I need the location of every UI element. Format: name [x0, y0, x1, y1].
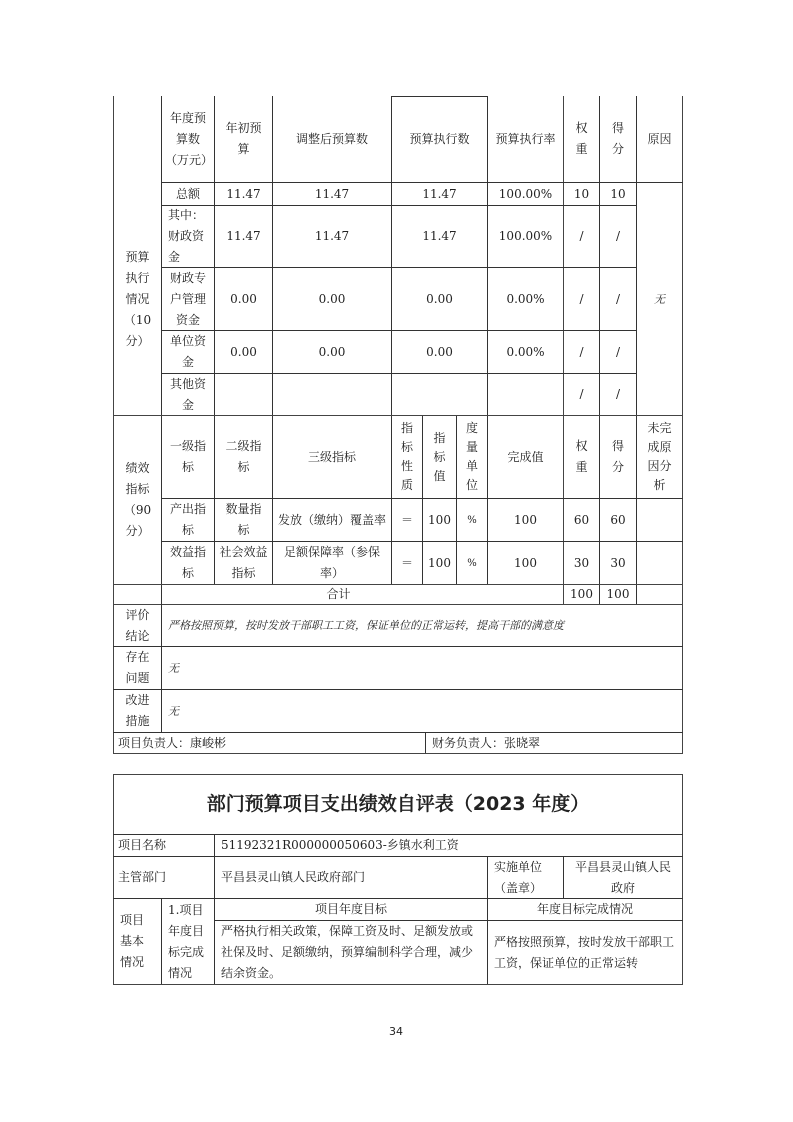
issues-value: 无 [168, 661, 179, 675]
value: / [615, 229, 621, 243]
performance-section-label [114, 416, 161, 584]
value: 11.47 [226, 229, 261, 243]
value: 10 [573, 186, 590, 201]
value-text: 平昌县灵山镇人民政府部门 [221, 870, 366, 884]
budget-row-weight [564, 331, 599, 373]
perf-header-score [600, 416, 636, 498]
budget-header-executed [392, 96, 487, 182]
label-text: 实施单位（盖章） [494, 859, 543, 895]
budget-row-adjusted [273, 331, 391, 373]
header-text: 未完成原因分析 [647, 421, 672, 492]
header-text: 预算执行率 [495, 131, 556, 146]
label-text: 评价结论 [125, 607, 150, 643]
budget-row-weight [564, 374, 599, 415]
row-label: 总额 [175, 186, 200, 201]
form-title [114, 775, 682, 834]
budget-row-adjusted [273, 206, 391, 267]
budget-row-executed [392, 331, 487, 373]
project-lead-text: 项目负责人：康峻彬 [118, 735, 227, 750]
budget-row-label [162, 183, 214, 205]
cell-text: 发放（缴纳）覆盖率 [277, 512, 386, 527]
value: / [579, 291, 584, 306]
perf-header-level1 [162, 416, 214, 498]
form-title-text: 部门预算项目支出绩效自评表（2023 年度） [206, 793, 590, 815]
budget-row-label [162, 206, 214, 267]
value: 11.47 [422, 186, 457, 201]
budget-header-initial [215, 96, 272, 182]
budget-row-executed [392, 374, 487, 415]
value: 11.47 [314, 229, 350, 243]
budget-row-rate [488, 206, 563, 267]
value: 10 [610, 186, 626, 201]
budget-reason [637, 183, 682, 415]
perf-row-score [600, 499, 636, 541]
perf-header-reason [637, 416, 682, 498]
budget-header-reason [637, 96, 682, 182]
budget-row-weight [564, 268, 599, 330]
value: / [579, 344, 584, 359]
perf-header-level3 [273, 416, 391, 498]
budget-row-executed [392, 268, 487, 330]
perf-header-done [488, 416, 563, 498]
header-text: 权重 [575, 121, 588, 156]
cell-text: % [467, 514, 477, 526]
perf-row-level2 [215, 542, 272, 584]
cell-text: 60 [573, 512, 590, 527]
header-text: 得分 [611, 121, 624, 156]
budget-row-rate [488, 374, 563, 415]
budget-header-score [600, 96, 636, 182]
cell-text: % [467, 557, 477, 569]
total-score [600, 585, 636, 604]
budget-header-rate [488, 96, 563, 182]
reason-text: 无 [654, 292, 665, 306]
budget-row-weight [564, 206, 599, 267]
budget-row-weight [564, 183, 599, 205]
budget-row-label [162, 374, 214, 415]
cell-text: 100 [514, 555, 537, 570]
header-text: 权重 [575, 439, 588, 474]
value: / [615, 344, 621, 359]
header-text: 年初预算 [225, 121, 262, 156]
cell-text: ＝ [400, 512, 413, 527]
perf-header-weight [564, 416, 599, 498]
cell-text: 产出指标 [170, 502, 207, 537]
perf-row-level1 [162, 499, 214, 541]
total-weight [564, 585, 599, 604]
issues-label [114, 647, 161, 689]
label-text: 存在问题 [125, 650, 150, 685]
header-text: 二级指标 [225, 439, 262, 474]
value: 0.00 [230, 344, 257, 359]
impl-value [564, 857, 682, 898]
value: / [579, 387, 584, 401]
budget-row-rate [488, 331, 563, 373]
total-label-text: 合计 [326, 587, 351, 601]
value: 0.00 [426, 344, 453, 359]
value: 0.00% [506, 344, 545, 359]
perf-row-unit [457, 542, 487, 584]
cell-text: 足额保障率（参保率） [283, 545, 380, 580]
dept-label [114, 857, 214, 898]
row-label: 财政专户管理资金 [169, 270, 206, 327]
header-text: 一级指标 [169, 439, 206, 474]
budget-row-adjusted [273, 183, 391, 205]
budget-section-label-text: 预算执行情况（10分） [123, 249, 152, 348]
done-value: 严格按照预算，按时发放干部职工工资，保证单位的正常运转 [494, 934, 675, 970]
budget-row-executed [392, 183, 487, 205]
header-text: 指标值 [433, 430, 446, 483]
header-text: 调整后预算数 [295, 131, 368, 146]
label-text: 改进措施 [125, 693, 150, 728]
total-label [114, 585, 563, 604]
budget-section-label [114, 183, 161, 415]
value: 0.00 [318, 344, 346, 359]
project-lead [114, 733, 425, 753]
value: 11.47 [226, 186, 261, 201]
budget-row-initial [215, 268, 272, 330]
budget-row-initial [215, 331, 272, 373]
improve-value: 无 [168, 704, 179, 718]
cell-text: 60 [610, 512, 626, 527]
perf-row-level1 [162, 542, 214, 584]
perf-row-unit [457, 499, 487, 541]
value: 0.00% [506, 291, 545, 306]
header-text: 年度目标完成情况 [536, 902, 633, 916]
header-text: 得分 [611, 439, 624, 474]
perf-row-level3 [273, 542, 391, 584]
total-weight-text: 100 [570, 587, 593, 601]
label-text: 项目基本情况 [120, 913, 145, 969]
goal-value: 严格执行相关政策，保障工资及时、足额发放或社保及时、足额缴纳，预算编制科学合理，减少结余资金。 [221, 924, 474, 980]
perf-row-reason [637, 542, 682, 584]
project-name-value [215, 835, 682, 856]
budget-row-initial [215, 374, 272, 415]
budget-row-rate [488, 183, 563, 205]
conclusion-text [162, 605, 682, 646]
value: / [615, 387, 621, 401]
cell-text: 100 [428, 512, 451, 527]
value: 0.00 [230, 291, 257, 306]
value: / [615, 291, 621, 306]
budget-row-executed [392, 206, 487, 267]
perf-row-nature [392, 542, 422, 584]
budget-row-score [600, 206, 636, 267]
header-text: 预算执行数 [409, 131, 470, 146]
cell-text: 30 [573, 555, 590, 570]
conclusion-label [114, 605, 161, 646]
header-text: 项目年度目标 [314, 902, 387, 916]
budget-row-adjusted [273, 268, 391, 330]
impl-label [488, 857, 563, 898]
perf-row-done [488, 542, 563, 584]
project-name-label [114, 835, 214, 856]
row-label: 其他资金 [169, 376, 206, 412]
finance-lead [426, 733, 682, 753]
cell-text: 数量指标 [225, 502, 262, 537]
budget-row-rate [488, 268, 563, 330]
budget-header-annual [162, 96, 214, 182]
header-text: 度量单位 [466, 421, 479, 492]
cell-text: ＝ [400, 555, 413, 570]
label-text: 1.项目年度目标完成情况 [168, 902, 205, 980]
budget-row-initial [215, 206, 272, 267]
perf-row-value [423, 499, 456, 541]
row-label: 其中：财政资金 [168, 208, 205, 264]
basic-label [114, 899, 161, 984]
header-text: 完成值 [507, 449, 544, 464]
goal-label [162, 899, 214, 984]
improve-text [162, 690, 682, 732]
cell-text: 效益指标 [170, 545, 207, 580]
finance-lead-text: 财务负责人：张晓翠 [432, 735, 541, 750]
budget-row-label [162, 331, 214, 373]
perf-row-weight [564, 499, 599, 541]
budget-row-score [600, 268, 636, 330]
performance-section-label-text: 绩效指标（90分） [123, 461, 152, 538]
budget-row-score [600, 374, 636, 415]
goal-header [215, 899, 487, 920]
perf-row-reason [637, 499, 682, 541]
value: 11.47 [314, 186, 350, 201]
dept-value [215, 857, 487, 898]
label-text: 项目名称 [118, 838, 167, 852]
budget-header-adjusted [273, 96, 391, 182]
conclusion-value: 严格按照预算，按时发放干部职工工资，保证单位的正常运转，提高干部的满意度 [168, 619, 564, 632]
goal-text [215, 921, 487, 984]
budget-row-score [600, 331, 636, 373]
value: 0.00 [426, 291, 453, 306]
budget-row-adjusted [273, 374, 391, 415]
value: 100.00% [498, 229, 553, 243]
perf-row-weight [564, 542, 599, 584]
perf-row-value [423, 542, 456, 584]
budget-row-initial [215, 183, 272, 205]
done-header [488, 899, 682, 920]
value: / [579, 229, 584, 243]
cell-text: 社会效益指标 [219, 545, 268, 580]
perf-header-value [423, 416, 456, 498]
perf-header-level2 [215, 416, 272, 498]
value: 0.00 [318, 291, 346, 306]
perf-row-level3 [273, 499, 391, 541]
page-number [376, 1025, 416, 1038]
header-text: 原因 [647, 131, 672, 146]
cell-text: 30 [610, 555, 626, 570]
budget-row-label [162, 268, 214, 330]
budget-row-score [600, 183, 636, 205]
improve-label [114, 690, 161, 732]
done-text [488, 921, 682, 984]
row-label: 单位资金 [169, 334, 206, 369]
label-text: 主管部门 [118, 870, 167, 884]
header-text: 年度预算数（万元） [165, 110, 214, 167]
value-text: 51192321R000000050603-乡镇水利工资 [221, 838, 459, 852]
header-text: 三级指标 [307, 449, 356, 464]
header-text: 指标性质 [401, 421, 414, 492]
perf-row-level2 [215, 499, 272, 541]
budget-header-weight [564, 96, 599, 182]
perf-header-unit [457, 416, 487, 498]
perf-row-done [488, 499, 563, 541]
total-score-text: 100 [606, 587, 630, 601]
value-text: 平昌县灵山镇人民政府 [574, 859, 671, 895]
value: 11.47 [422, 229, 457, 243]
perf-header-nature [392, 416, 422, 498]
value: 100.00% [498, 186, 553, 201]
perf-row-score [600, 542, 636, 584]
perf-row-nature [392, 499, 422, 541]
cell-text: 100 [514, 512, 537, 527]
issues-text [162, 647, 682, 689]
page-number-text: 34 [389, 1025, 403, 1038]
cell-text: 100 [428, 555, 451, 570]
